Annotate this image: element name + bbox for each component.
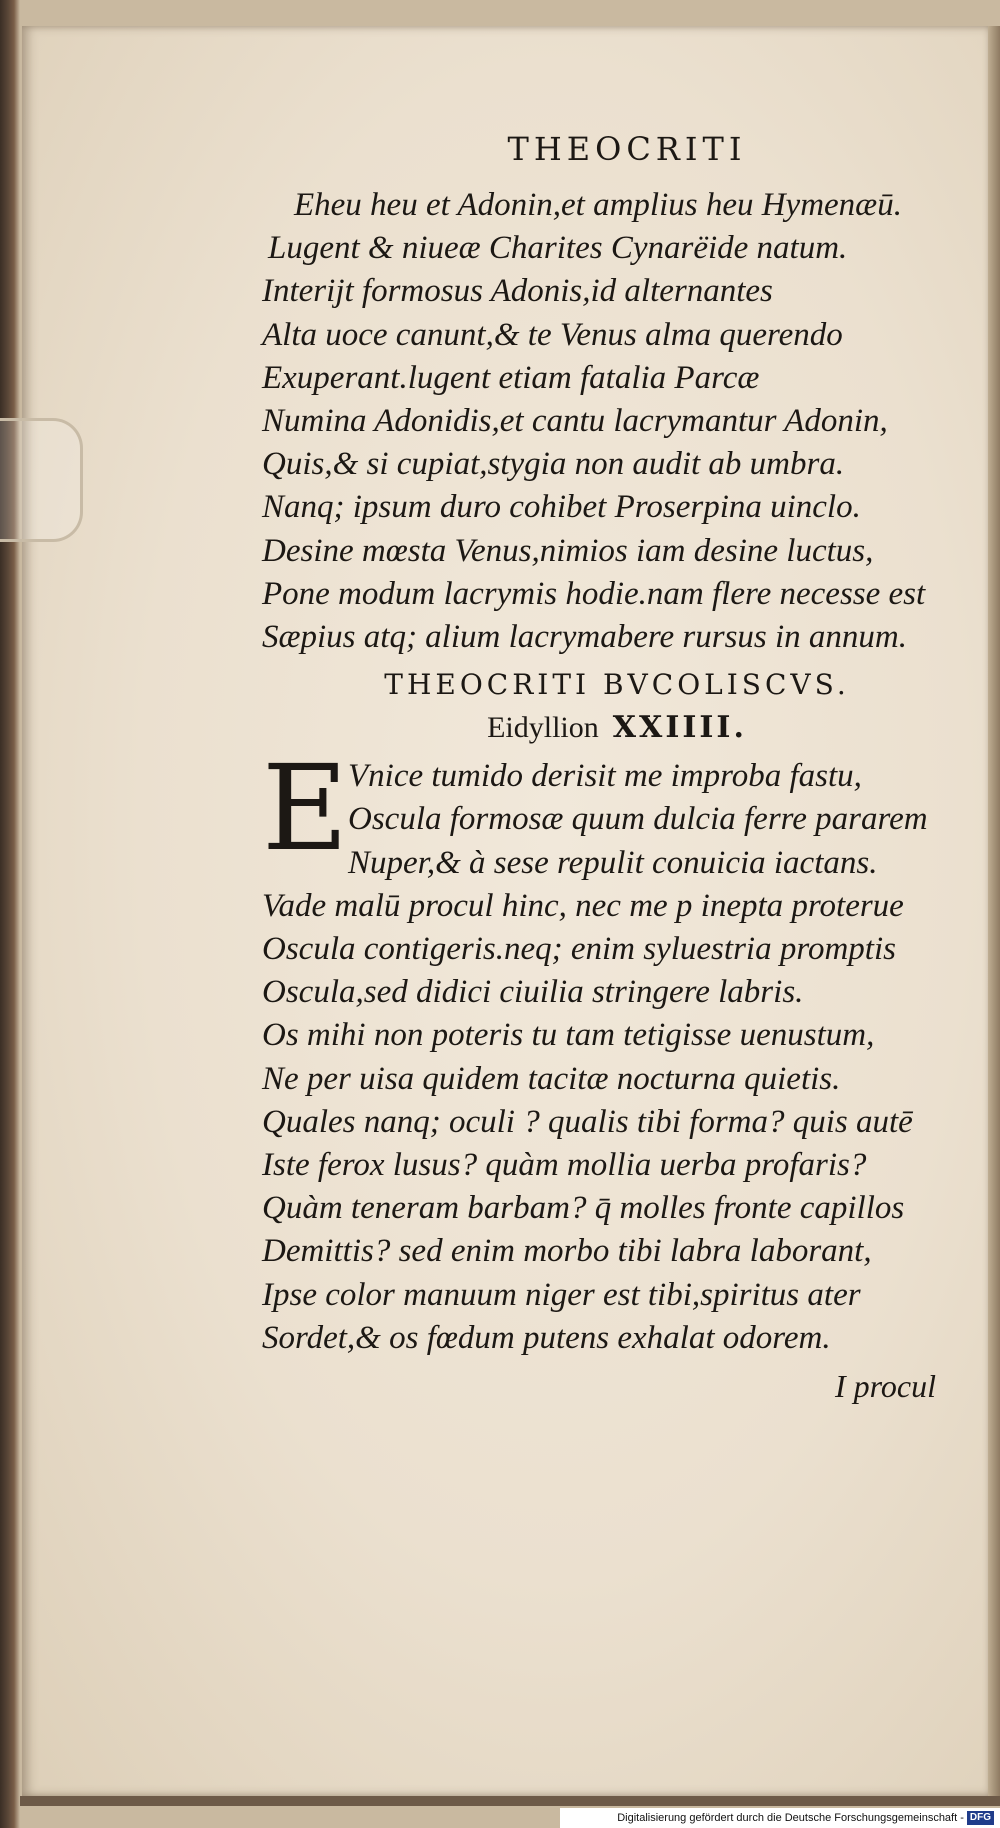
verse-line: Quales nanq; oculi ? qualis tibi forma? quis autē: [262, 1103, 913, 1140]
verse-line: Vnice tumido derisit me improba fastu,: [348, 758, 862, 795]
verse-line: Quàm teneram barbam? q̄ molles fronte capillos: [262, 1190, 905, 1227]
page-edge: [988, 26, 1000, 1796]
dfg-logo: DFG: [967, 1811, 994, 1825]
verse-line: Sæpius atq; alium lacrymabere rursus in annum.: [262, 619, 908, 656]
verse-line: Exuperant.lugent etiam fatalia Parcæ: [262, 359, 760, 396]
verse-line: Numina Adonidis,et cantu lacrymantur Adonin,: [262, 403, 888, 440]
verse-line: Iste ferox lusus? quàm mollia uerba profaris?: [262, 1147, 867, 1184]
verse-line: Interijt formosus Adonis,id alternantes: [262, 273, 773, 310]
verse-line: Oscula,sed didici ciuilia stringere labris.: [262, 974, 804, 1011]
digitization-footer: [560, 1808, 1000, 1828]
eidyllion-number: XXIIII.: [612, 710, 747, 746]
verse-line: Ne per uisa quidem tacitæ nocturna quietis.: [262, 1060, 841, 1097]
verse-line: Oscula contigeris.neq; enim syluestria promptis: [262, 931, 896, 968]
verse-line: Desine mœsta Venus,nimios iam desine luctus,: [262, 532, 874, 569]
drop-cap-block: [262, 739, 972, 885]
eidyllion-label: Eidyllion: [487, 711, 599, 745]
verse-line: Quis,& si cupiat,stygia non audit ab umbra.: [262, 446, 845, 483]
verse-line: Vade malū procul hinc, nec me p inepta proterue: [262, 887, 904, 924]
verse-group-bottom: [262, 885, 972, 1360]
eidyllion-heading: [262, 707, 972, 749]
verse-group-top: [262, 184, 972, 659]
verse-line: Pone modum lacrymis hodie.nam flere necesse est: [262, 575, 926, 612]
verse-line: Demittis? sed enim morbo tibi labra laborant,: [262, 1233, 872, 1270]
section-title: THEOCRITI BVCOLISCVS.: [384, 668, 850, 702]
verse-line: Alta uoce canunt,& te Venus alma querendo: [262, 316, 843, 353]
text-block: [262, 130, 972, 1405]
footer-credit: Digitalisierung gefördert durch die Deutsche Forschungsgemeinschaft -: [617, 1812, 964, 1824]
page-bottom-edge: [20, 1796, 1000, 1806]
bookmark-tab: [0, 418, 83, 542]
verse-line: Os mihi non poteris tu tam tetigisse uenustum,: [262, 1017, 875, 1054]
drop-cap: E: [262, 739, 349, 878]
verse-line: Lugent & niueæ Charites Cynarëide natum.: [268, 230, 848, 267]
verse-line: Eheu heu et Adonin,et amplius heu Hymenæū.: [294, 187, 902, 223]
catchword: I procul: [834, 1368, 936, 1405]
verse-line: Nuper,& à sese repulit conuicia iactans.: [348, 844, 878, 881]
verse-line: Oscula formosæ quum dulcia ferre pararem: [348, 801, 928, 838]
verse-line: Ipse color manuum niger est tibi,spiritus ater: [262, 1276, 861, 1313]
verse-line: Sordet,& os fœdum putens exhalat odorem.: [262, 1319, 831, 1356]
verse-line: Nanq; ipsum duro cohibet Proserpina uinclo.: [262, 489, 861, 526]
running-head: THEOCRITI: [507, 130, 747, 168]
